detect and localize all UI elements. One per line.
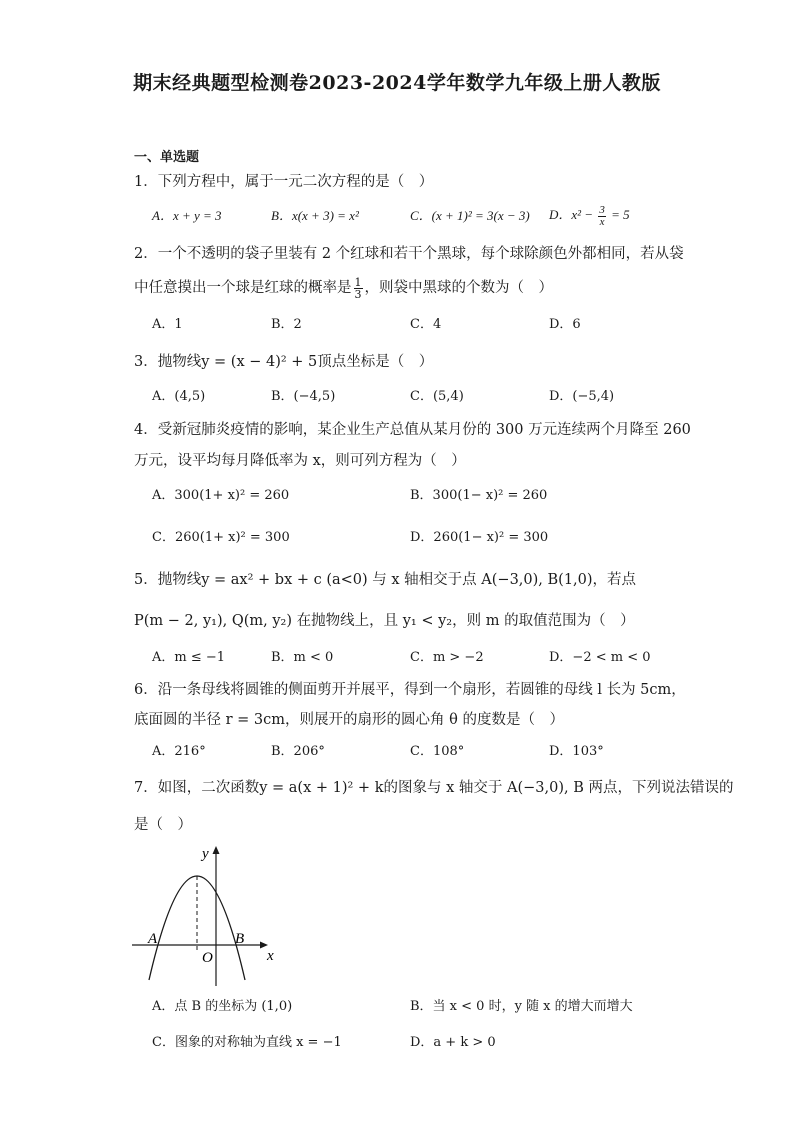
x-axis-label: x: [267, 948, 274, 964]
fraction-numerator: 1: [354, 275, 362, 289]
question-5-line-2: P(m − 2, y₁), Q(m, y₂) 在抛物线上，且 y₁ < y₂，则 m 的取值范围为（ ）: [134, 613, 635, 629]
question-3-option-c: C．(5,4): [410, 389, 464, 404]
question-7-line-2: 是（ ）: [134, 817, 192, 833]
question-7-option-d: D．a + k > 0: [410, 1035, 496, 1050]
section-heading: 一、单选题: [134, 150, 200, 165]
y-axis-label: y: [202, 846, 209, 862]
question-1-stem: 1．下列方程中，属于一元二次方程的是（ ）: [134, 174, 434, 190]
question-5-option-c: C．m > −2: [410, 650, 484, 665]
question-6-option-b: B．206°: [271, 744, 325, 759]
question-6-line-2: 底面圆的半径 r = 3cm，则展开的扇形的圆心角 θ 的度数是（ ）: [134, 712, 564, 728]
question-1-option-c: C．(x + 1)² = 3(x − 3): [410, 208, 530, 223]
question-3-option-a: A．(4,5): [152, 389, 206, 404]
question-6-option-a: A．216°: [152, 744, 206, 759]
fraction-numerator: 3: [599, 203, 605, 216]
question-4-option-d: D．260(1− x)² = 300: [410, 530, 549, 545]
question-4-line-2: 万元，设平均每月降低率为 x，则可列方程为（ ）: [134, 453, 466, 469]
probability-fraction: [354, 277, 363, 300]
question-3-option-d: D．(−5,4): [549, 389, 615, 404]
question-4-option-b: B．300(1− x)² = 260: [410, 488, 548, 503]
question-1-option-d: [549, 200, 630, 230]
origin-label: O: [202, 950, 213, 966]
question-4-line-1: 4．受新冠肺炎疫情的影响，某企业生产总值从某月份的 300 万元连续两个月降至 260: [134, 422, 691, 438]
fraction-denominator: 3: [354, 287, 362, 301]
option-d-prefix: D．x² −: [549, 207, 594, 222]
question-2-line-2-pre: 中任意摸出一个球是红球的概率是: [134, 280, 352, 296]
question-1-option-a: A．x + y = 3: [152, 208, 222, 223]
question-7-line-1: 7．如图，二次函数y = a(x + 1)² + k的图象与 x 轴交于 A(−3,0), B 两点，下列说法错误的: [134, 780, 734, 796]
question-6-option-c: C．108°: [410, 744, 465, 759]
question-7-option-a: A．点 B 的坐标为 (1,0): [152, 999, 293, 1014]
question-6-option-d: D．103°: [549, 744, 604, 759]
question-5-option-a: A．m ≤ −1: [152, 650, 226, 665]
question-7-option-c: C．图象的对称轴为直线 x = −1: [152, 1035, 342, 1050]
option-d-fraction: [598, 205, 606, 228]
y-axis-arrow: [213, 846, 220, 854]
question-2-option-d: D．6: [549, 317, 581, 332]
question-2-line-1: 2．一个不透明的袋子里装有 2 个红球和若干个黑球，每个球除颜色外都相同，若从袋: [134, 246, 684, 262]
question-2-line-2: [134, 273, 553, 303]
point-b-label: B: [235, 931, 245, 947]
question-1-option-b: B．x(x + 3) = x²: [271, 208, 359, 223]
question-6-line-1: 6．沿一条母线将圆锥的侧面剪开并展平，得到一个扇形，若圆锥的母线 l 长为 5cm，: [134, 682, 686, 698]
question-7-option-b: B．当 x < 0 时，y 随 x 的增大而增大: [410, 999, 633, 1014]
question-4-option-a: A．300(1+ x)² = 260: [152, 488, 290, 503]
question-2-line-2-post: ，则袋中黑球的个数为（ ）: [364, 280, 553, 296]
question-5-line-1: 5．抛物线y = ax² + bx + c (a<0) 与 x 轴相交于点 A(−3,0), B(1,0)，若点: [134, 572, 637, 588]
question-2-option-c: C．4: [410, 317, 442, 332]
fraction-denominator: x: [599, 215, 605, 228]
document-title: 期末经典题型检测卷2023-2024学年数学九年级上册人教版: [133, 72, 661, 94]
option-d-suffix: = 5: [611, 207, 630, 222]
parabola-figure: [128, 840, 278, 986]
question-3-stem: 3．抛物线y = (x − 4)² + 5顶点坐标是（ ）: [134, 354, 434, 370]
question-2-option-b: B．2: [271, 317, 302, 332]
question-5-option-d: D．−2 < m < 0: [549, 650, 651, 665]
question-3-option-b: B．(−4,5): [271, 389, 336, 404]
question-4-option-c: C．260(1+ x)² = 300: [152, 530, 290, 545]
question-2-option-a: A．1: [152, 317, 183, 332]
point-a-label: A: [148, 931, 158, 947]
question-5-option-b: B．m < 0: [271, 650, 334, 665]
